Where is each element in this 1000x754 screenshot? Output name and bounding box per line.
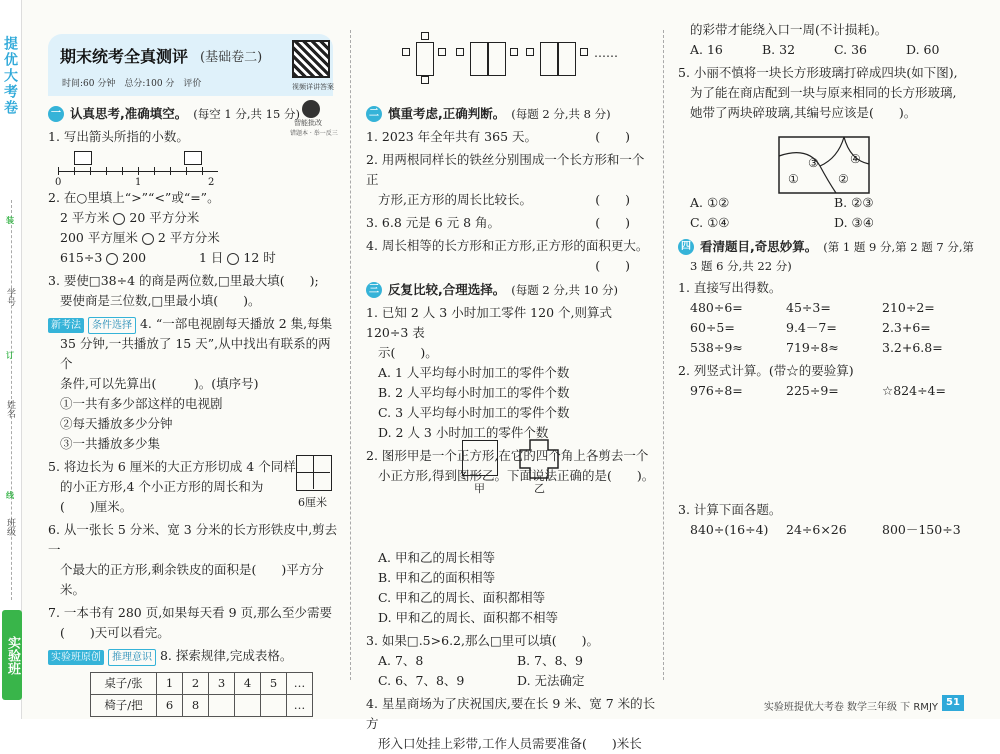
question: 1. 已知 2 人 3 小时加工零件 120 个,则算式 120÷3 表	[366, 305, 612, 340]
answer-paren[interactable]: ( )	[595, 129, 630, 144]
chair-icon	[402, 48, 410, 56]
section-note: (每题 2 分,共 10 分)	[511, 282, 618, 297]
section-number: 三	[366, 282, 382, 298]
tick-label: 0	[55, 177, 62, 188]
tick-label: 2	[208, 177, 215, 188]
calc-item: 9.4－7=	[786, 320, 837, 336]
option[interactable]: A. 16	[690, 42, 723, 57]
option[interactable]: D. 甲和乙的周长、面积都不相等	[378, 610, 559, 625]
option[interactable]: A. 1 人平均每小时加工的零件个数	[378, 365, 570, 380]
question-cont: 个最大的正方形,剩余铁皮的面积是( )平方分米。	[60, 562, 324, 597]
tick	[122, 167, 123, 175]
table-row	[91, 673, 313, 695]
qr-code-icon[interactable]	[292, 40, 330, 78]
compare-left: 615÷3	[60, 250, 103, 265]
option-row	[678, 40, 978, 60]
tick	[138, 167, 139, 175]
id-field: 学号	[5, 288, 15, 306]
cross-yi-figure	[518, 438, 560, 480]
calc-item: 210÷2=	[882, 300, 935, 316]
tag: 新考法	[48, 318, 84, 333]
section-title: 认真思考,准确填空。	[70, 106, 188, 121]
calc-item: 45÷3=	[786, 300, 831, 316]
chair-icon	[456, 48, 464, 56]
answer-paren[interactable]: ( )	[595, 192, 630, 207]
page-number: 51	[942, 695, 964, 711]
option[interactable]: D. 2 人 3 小时加工的零件个数	[378, 425, 549, 440]
calc-item: 538÷9≈	[690, 340, 743, 356]
table-cell: 3	[209, 673, 235, 695]
chair-icon	[421, 32, 429, 40]
chair-icon	[510, 48, 518, 56]
question-cont: 的彩带才能绕入口一周(不计损耗)。	[690, 22, 888, 37]
question: 7. 一本书有 280 页,如果每天看 9 页,那么至少需要	[48, 605, 333, 620]
calc-item: 3.2+6.8=	[882, 340, 943, 356]
figure-space	[366, 486, 656, 548]
question: 3. 要使□38÷4 的商是两位数,□里最大填( );	[48, 273, 319, 288]
workspace[interactable]	[678, 401, 978, 497]
figure-label: 乙	[534, 482, 545, 495]
compare-right: 2 平方分米	[157, 230, 220, 245]
question-cont: 的小正方形,4 个小正方形的周长和为	[60, 479, 264, 494]
calc-item: 24÷6×26	[786, 522, 847, 538]
tick	[106, 167, 107, 175]
table-icon	[558, 42, 576, 76]
tick	[154, 167, 155, 175]
column-1	[48, 100, 338, 717]
answer-box[interactable]	[74, 151, 92, 165]
question	[48, 646, 338, 666]
question-cont: 示( )。	[378, 345, 438, 360]
pattern-table	[90, 672, 313, 717]
calc-row	[678, 338, 978, 358]
chair-icon	[421, 76, 429, 84]
calc-item: 719÷8≈	[786, 340, 839, 356]
column-2	[366, 100, 656, 754]
compare-circle[interactable]	[142, 233, 154, 245]
judge-item	[366, 213, 656, 233]
question: 5. 将边长为 6 厘米的大正方形切成 4 个同样	[48, 459, 296, 474]
option-row	[366, 671, 656, 691]
column-divider	[663, 30, 664, 680]
table-cell: …	[287, 695, 313, 717]
tag: 实验班原创	[48, 650, 104, 665]
compare-row	[48, 248, 338, 268]
question-cont: 条件,可以先算出( )。(填序号)	[60, 376, 259, 391]
square-jia-figure	[462, 440, 498, 476]
tick	[170, 167, 171, 175]
question: 3. 如果□.5>6.2,那么□里可以填( )。	[366, 633, 600, 648]
calc-item: 976÷8=	[690, 383, 743, 399]
exam-meta: 时间:60 分钟 总分:100 分 评价	[62, 79, 202, 89]
option[interactable]: D. 无法确定	[517, 673, 585, 688]
tick	[202, 167, 203, 175]
answer-paren[interactable]: ( )	[595, 258, 630, 273]
option: ③一共播放多少集	[60, 436, 161, 451]
name-field: 姓名	[5, 400, 15, 418]
seal-sub: 错题本 · 举一反三	[290, 130, 338, 137]
spine-brand: 提优大考卷	[2, 36, 18, 116]
option[interactable]: B. 32	[762, 42, 796, 57]
table-cell: …	[287, 673, 313, 695]
judge-text: 方形,正方形的周长比较长。	[378, 192, 532, 207]
tag: 条件选择	[88, 317, 136, 334]
calc-item: 840÷(16÷4)	[690, 522, 769, 538]
option[interactable]: A. 甲和乙的周长相等	[378, 550, 495, 565]
tick-label: 1	[135, 177, 142, 188]
question-cont: 形入口处挂上彩带,工作人员需要准备( )米长	[378, 736, 642, 751]
ellipsis: ……	[594, 46, 618, 60]
section-title: 看清题目,奇思妙算。	[700, 239, 818, 254]
section-4-header	[678, 237, 978, 257]
option[interactable]: C. 3 人平均每小时加工的零件个数	[378, 405, 570, 420]
qr-label: 视频详讲答案	[292, 83, 334, 91]
option[interactable]: B. 2 人平均每小时加工的零件个数	[378, 385, 570, 400]
compare-circle[interactable]	[106, 253, 118, 265]
calc-row	[678, 298, 978, 318]
calc-item: 800－150÷3	[882, 522, 961, 538]
spine-brand-badge: 实验班	[2, 610, 22, 700]
glass-piece-label: ①	[788, 172, 799, 186]
compare-row	[48, 228, 338, 248]
option[interactable]: B. ②③	[834, 195, 874, 210]
section-2-header	[366, 104, 656, 124]
option-row	[366, 651, 656, 671]
table-cell-blank[interactable]	[235, 695, 261, 717]
question: 2. 在○里填上“>”“<”或“=”。	[48, 190, 220, 205]
section-number: 一	[48, 106, 64, 122]
question-text: 8. 探索规律,完成表格。	[159, 648, 293, 663]
question-cont: 35 分钟,一共播放了 15 天”,从中找出有联系的两个	[60, 336, 331, 371]
option[interactable]: C. ①④	[690, 215, 730, 230]
question-text: 4. “一部电视剧每天播放 2 集,每集	[139, 316, 333, 331]
spine-mark: 线	[6, 491, 14, 500]
question: 1. 写出箭头所指的小数。	[48, 129, 189, 144]
calc-item: 60÷5=	[690, 320, 735, 336]
calc-row	[678, 381, 978, 401]
table-cell-blank[interactable]	[209, 695, 235, 717]
section-3-header	[366, 280, 656, 300]
spine-mark: 装	[6, 216, 14, 225]
question-cont: ( )厘米。	[60, 499, 133, 514]
compare-right: 20 平方分米	[129, 210, 200, 225]
glass-piece-label: ④	[850, 152, 861, 166]
square-figure	[296, 455, 332, 491]
question-cont: ( )天可以看完。	[60, 625, 170, 640]
compare-circle[interactable]	[227, 253, 239, 265]
option[interactable]: A. ①②	[690, 195, 730, 210]
option[interactable]: C. 36	[834, 42, 867, 57]
compare-right: 12 时	[243, 250, 276, 265]
section-note: (每题 2 分,共 8 分)	[511, 106, 611, 121]
calc-item: ☆824÷4=	[882, 383, 946, 399]
option: ①一共有多少部这样的电视剧	[60, 396, 223, 411]
table-cell: 1	[157, 673, 183, 695]
compare-left: 1 日	[199, 250, 224, 265]
section-number: 二	[366, 106, 382, 122]
question: 5. 小丽不慎将一块长方形玻璃打碎成四块(如下图),	[678, 65, 958, 80]
tag: 推理意识	[108, 649, 156, 666]
class-field: 班级	[5, 518, 15, 536]
figure-line	[297, 472, 330, 473]
table-header: 椅子/把	[91, 695, 157, 717]
tick	[58, 167, 59, 175]
table-cell: 4	[235, 673, 261, 695]
spine-mark: 订	[6, 351, 14, 360]
table-icon	[470, 42, 488, 76]
figure-label: 6厘米	[298, 496, 327, 509]
compare-circle[interactable]	[113, 213, 125, 225]
question	[48, 314, 338, 334]
seal-label: 智能批改	[294, 119, 322, 127]
binding-spine	[0, 0, 22, 719]
judge-text: 3. 6.8 元是 6 元 8 角。	[366, 215, 501, 230]
calc-item: 2.3+6=	[882, 320, 931, 336]
number-line	[55, 151, 338, 188]
question: 6. 从一张长 5 分米、宽 3 分米的长方形铁皮中,剪去一	[48, 522, 338, 557]
table-icon	[416, 42, 434, 76]
table-cell: 2	[183, 673, 209, 695]
judge-text: 1. 2023 年全年共有 365 天。	[366, 129, 537, 144]
section-1-header	[48, 104, 338, 124]
chair-icon	[580, 48, 588, 56]
compare-row	[48, 208, 338, 228]
answer-paren[interactable]: ( )	[595, 215, 630, 230]
option[interactable]: B. 7、8、9	[517, 653, 583, 668]
footer-text: 实验班提优大考卷 数学三年级 下 RMJY	[763, 702, 938, 713]
calc-item: 480÷6=	[690, 300, 743, 316]
calc-row	[678, 318, 978, 338]
judge-item: 2. 用两根同样长的铁丝分别围成一个长方形和一个正	[366, 152, 645, 187]
question: 1. 直接写出得数。	[678, 280, 782, 296]
table-header: 桌子/张	[91, 673, 157, 695]
section-note-cont: 3 题 6 分,共 22 分)	[690, 259, 792, 273]
option[interactable]: D. 60	[906, 42, 940, 57]
glass-piece-label: ②	[838, 172, 849, 186]
question: 4. 星星商场为了庆祝国庆,要在长 9 米、宽 7 米的长方	[366, 696, 656, 731]
question-cont: 她带了两块碎玻璃,其编号应该是( )。	[690, 105, 917, 120]
option[interactable]: A. 7、8	[378, 653, 424, 668]
tick	[186, 167, 187, 175]
table-cell-blank[interactable]	[261, 695, 287, 717]
table-icon	[488, 42, 506, 76]
calc-row	[678, 520, 978, 540]
option[interactable]: D. ③④	[834, 215, 874, 230]
option: ②每天播放多少分钟	[60, 416, 173, 431]
tick	[90, 167, 91, 175]
calc-item: 225÷9=	[786, 383, 839, 399]
section-note: (每空 1 分,共 15 分)	[193, 106, 300, 121]
tick	[74, 167, 75, 175]
page-subtitle: (基础卷二)	[200, 50, 263, 65]
option-row	[678, 193, 978, 213]
answer-box[interactable]	[184, 151, 202, 165]
section-number: 四	[678, 239, 694, 255]
compare-left: 2 平方米	[60, 210, 110, 225]
option-row	[678, 213, 978, 233]
figure-label: 甲	[474, 482, 485, 495]
chair-icon	[438, 48, 446, 56]
question: 2. 列竖式计算。(带☆的要验算)	[678, 363, 854, 379]
chair-icon	[526, 48, 534, 56]
tables-figure	[402, 34, 622, 84]
judge-item	[366, 190, 656, 210]
compare-right: 200	[122, 250, 147, 265]
table-row	[91, 695, 313, 717]
option[interactable]: C. 6、7、8、9	[378, 673, 465, 688]
column-divider	[350, 30, 351, 680]
judge-item	[366, 256, 656, 276]
section-note: (第 1 题 9 分,第 2 题 7 分,第	[823, 239, 975, 254]
question-cont: 小正方形,得到图形乙。下面说法正确的是( )。	[378, 468, 655, 483]
question-cont: 为了能在商店配到一块与原来相同的长方形玻璃,	[690, 85, 957, 100]
question-cont: 要使商是三位数,□里最小填( )。	[60, 293, 261, 308]
glass-piece-label: ③	[808, 156, 819, 170]
judge-item	[366, 127, 656, 147]
compare-left: 200 平方厘米	[60, 230, 138, 245]
judge-item: 4. 周长相等的长方形和正方形,正方形的面积更大。	[366, 238, 649, 253]
table-cell: 8	[183, 695, 209, 717]
option[interactable]: B. 甲和乙的面积相等	[378, 570, 496, 585]
section-title: 慎重考虑,正确判断。	[388, 106, 506, 121]
question: 2. 图形甲是一个正方形,在它的四个角上各剪去一个	[366, 448, 649, 463]
question: 3. 计算下面各题。	[678, 502, 782, 518]
table-cell: 5	[261, 673, 287, 695]
page-title: 期末统考全真测评	[60, 47, 189, 66]
table-cell: 6	[157, 695, 183, 717]
column-3	[678, 20, 978, 540]
section-title: 反复比较,合理选择。	[388, 282, 506, 297]
table-icon	[540, 42, 558, 76]
option[interactable]: C. 甲和乙的周长、面积都相等	[378, 590, 546, 605]
